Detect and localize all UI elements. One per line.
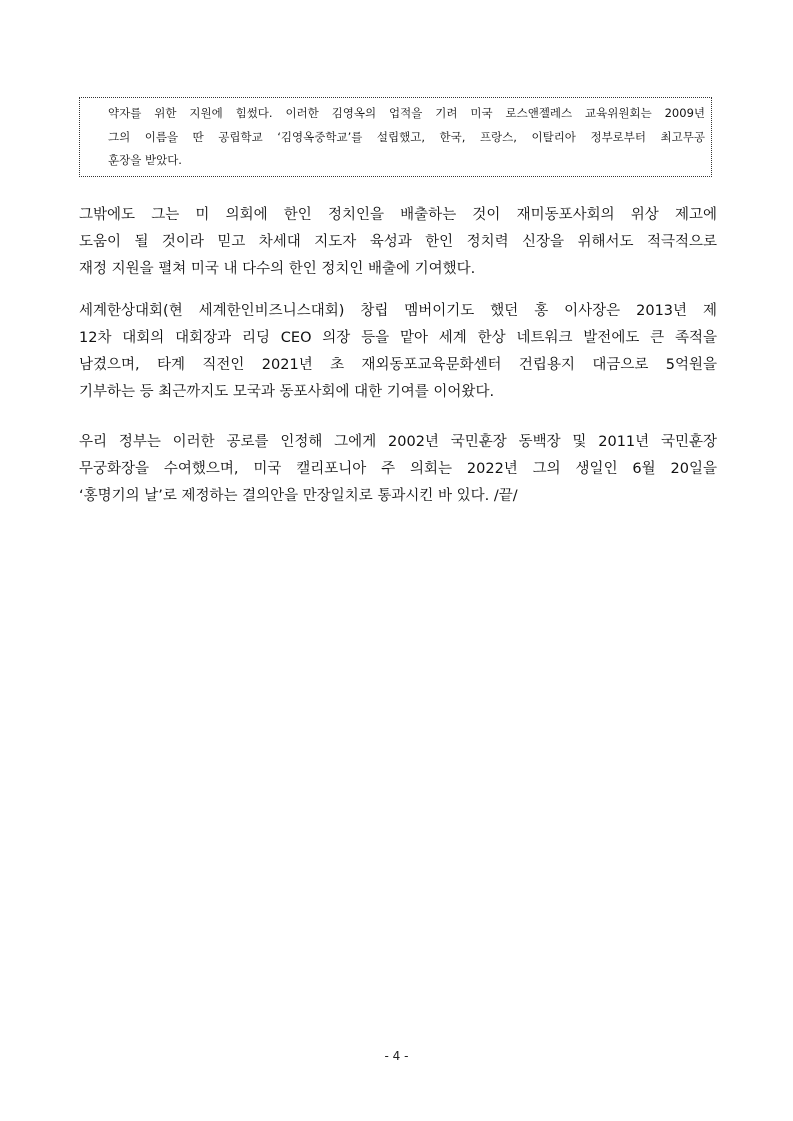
note-line-3: 훈장을 받았다. — [108, 153, 182, 167]
note-line-2: 그의 이름을 딴 공립학교 ‘김영옥중학교’를 설립했고, 한국, 프랑스, 이탈리아 정부로부터 최고무공 — [108, 130, 705, 144]
paragraph-1-line-1: 그밖에도 그는 미 의회에 한인 정치인을 배출하는 것이 재미동포사회의 위상 제고에 — [79, 207, 717, 223]
note-line-1: 약자를 위한 지원에 힘썼다. 이러한 김영옥의 업적을 기려 미국 로스앤젤레스 교육위원회는 2009년 — [108, 106, 705, 120]
page-number: - 4 - — [384, 1049, 409, 1063]
paragraph-2-line-2: 12차 대회의 대회장과 리딩 CEO 의장 등을 맡아 세계 한상 네트워크 발전에도 큰 족적을 — [79, 330, 717, 346]
paragraph-1-line-3: 재정 지원을 펼쳐 미국 내 다수의 한인 정치인 배출에 기여했다. — [79, 261, 476, 277]
paragraph-3-line-1: 우리 정부는 이러한 공로를 인정해 그에게 2002년 국민훈장 동백장 및 2011년 국민훈장 — [79, 434, 717, 450]
paragraph-2-line-4: 기부하는 등 최근까지도 모국과 동포사회에 대한 기여를 이어왔다. — [79, 384, 495, 400]
paragraph-3-line-3: ‘홍명기의 날’로 제정하는 결의안을 만장일치로 통과시킨 바 있다. /끝/ — [79, 488, 518, 504]
paragraph-2-line-3: 남겼으며, 타계 직전인 2021년 초 재외동포교육문화센터 건립용지 대금으로 5억원을 — [79, 357, 717, 373]
paragraph-1-line-2: 도움이 될 것이라 믿고 차세대 지도자 육성과 한인 정치력 신장을 위해서도 적극적으로 — [79, 234, 717, 250]
note-box — [79, 97, 712, 177]
paragraph-2-line-1: 세계한상대회(현 세계한인비즈니스대회) 창립 멤버이기도 했던 홍 이사장은 2013년 제 — [79, 303, 717, 319]
paragraph-3-line-2: 무궁화장을 수여했으며, 미국 캘리포니아 주 의회는 2022년 그의 생일인 6월 20일을 — [79, 461, 717, 477]
